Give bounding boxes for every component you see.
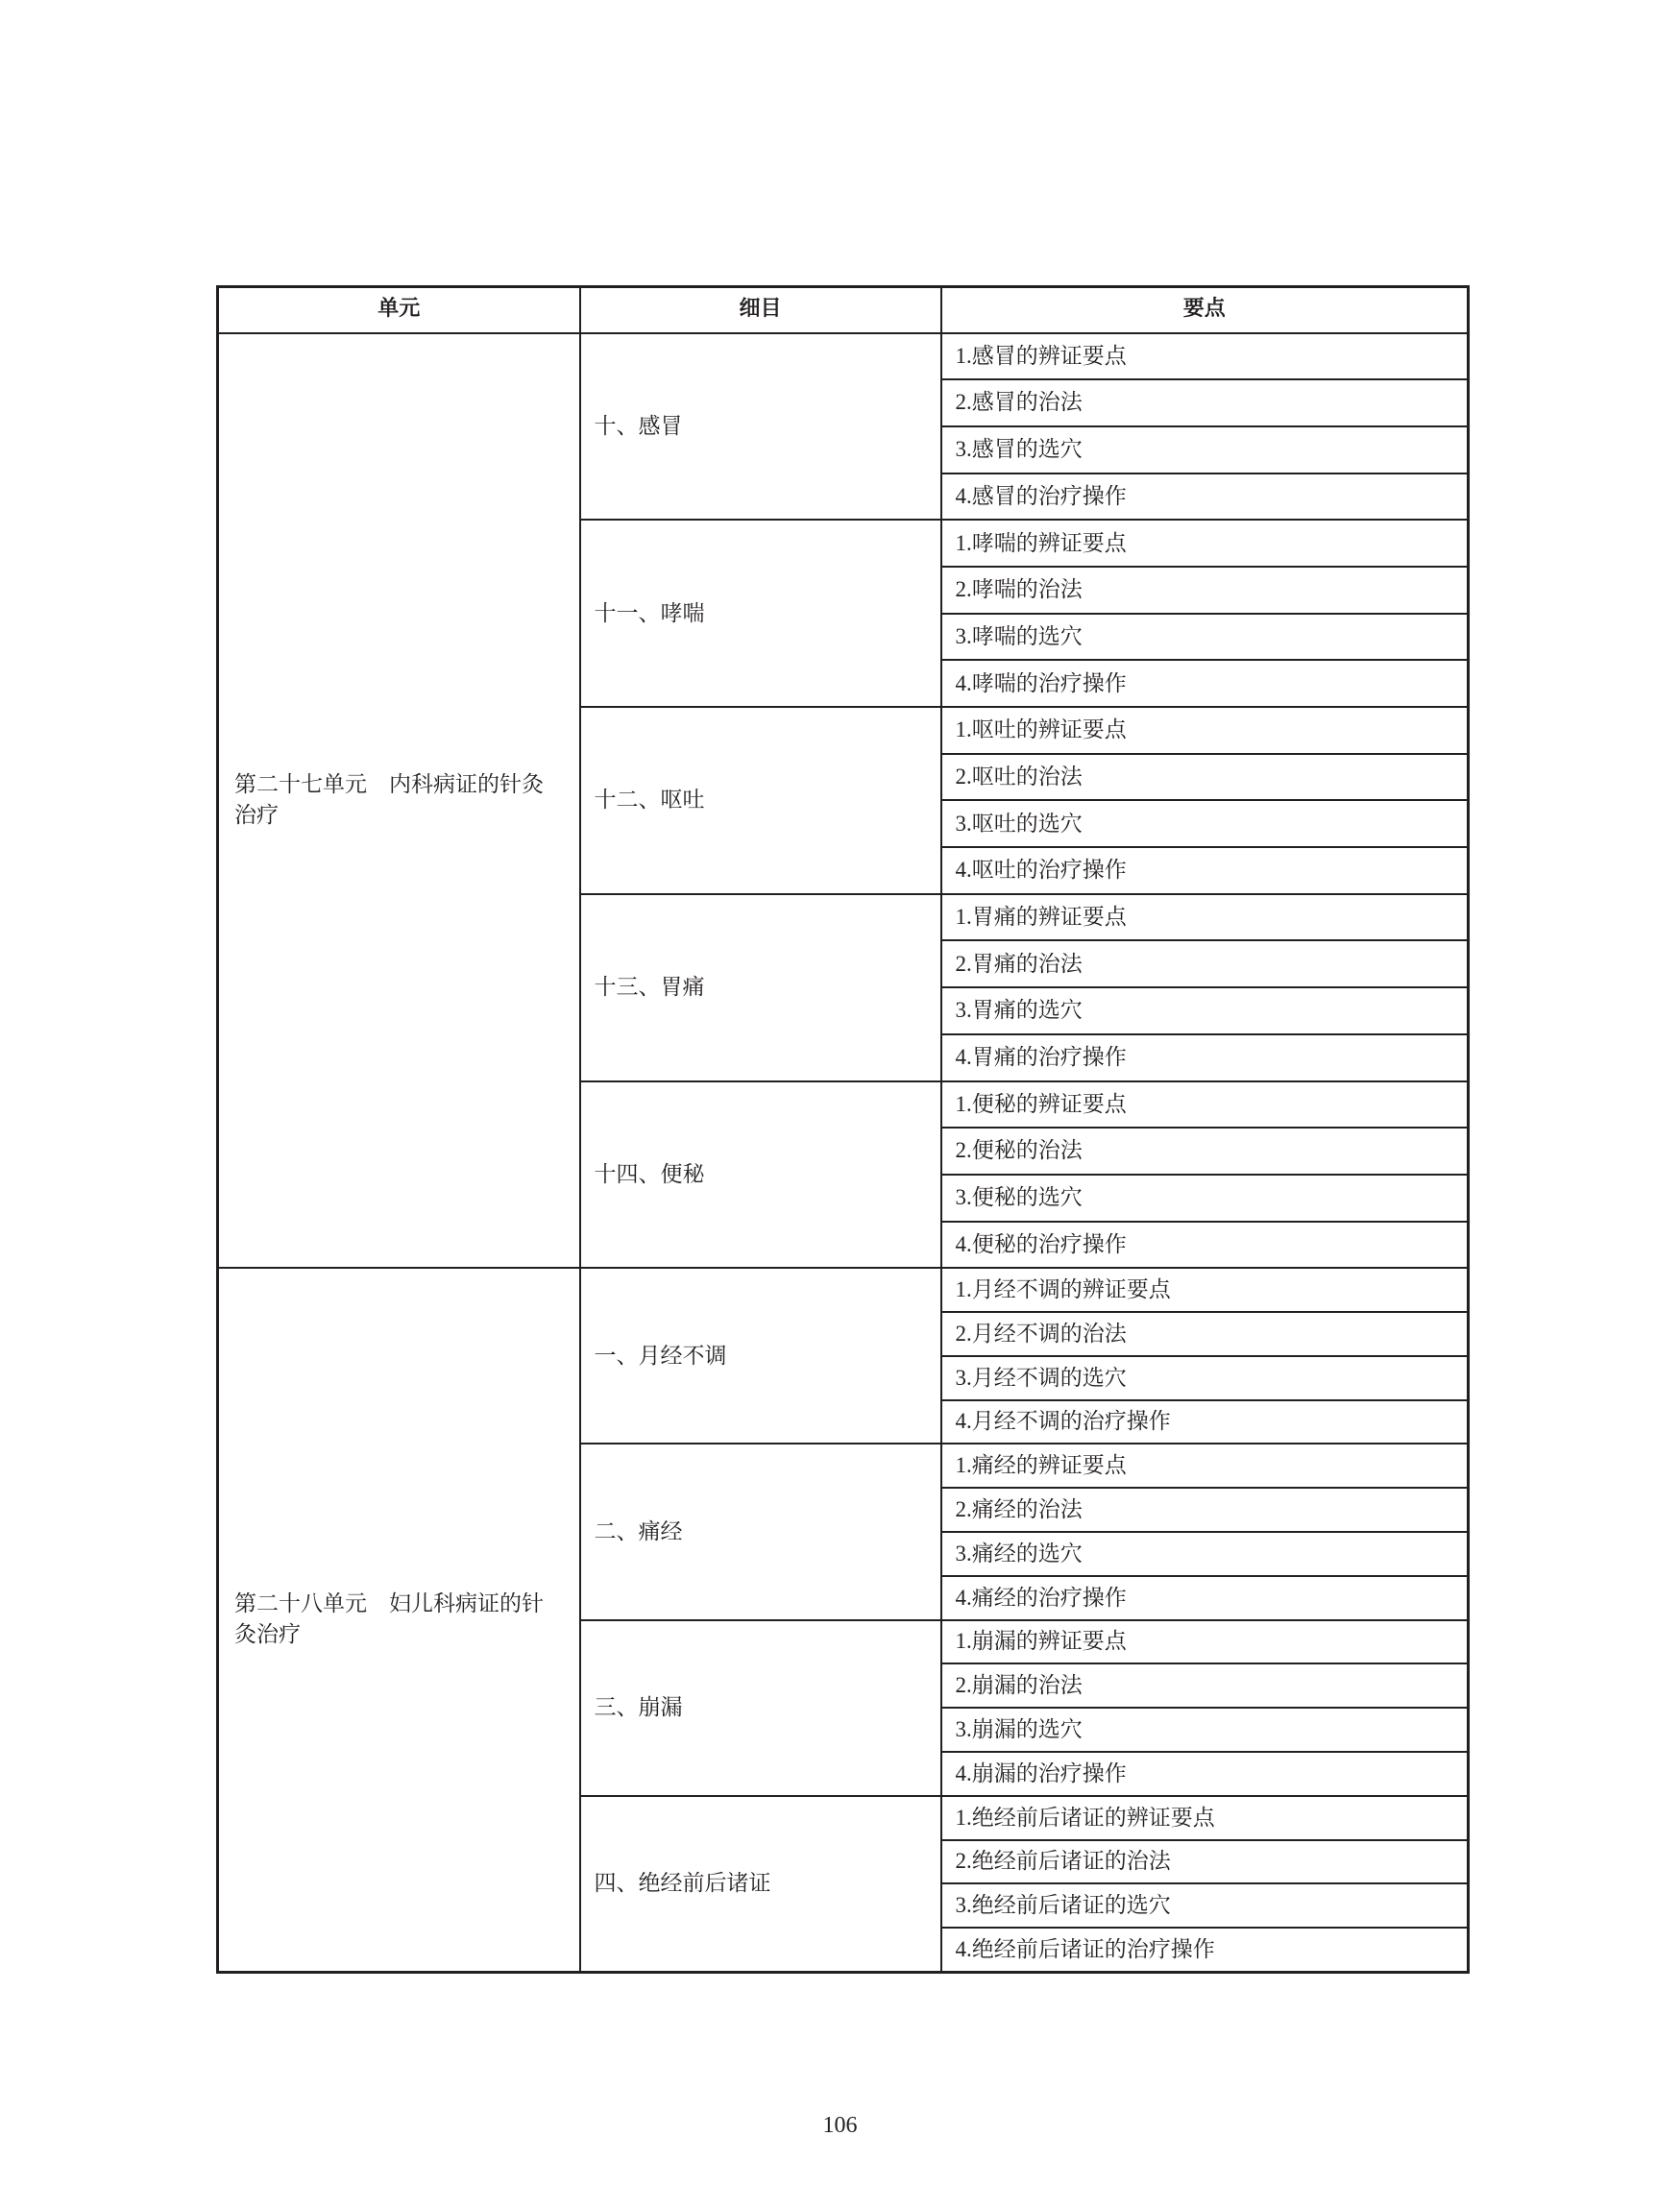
point-item: 2.胃痛的治法 <box>941 940 1469 987</box>
unit-title: 第二十七单元 内科病证的针灸治疗 <box>218 333 580 1269</box>
subitem-name: 四、绝经前后诸证 <box>580 1796 941 1972</box>
subitem-name: 十四、便秘 <box>580 1081 941 1269</box>
point-item: 3.感冒的选穴 <box>941 426 1469 473</box>
point-item: 3.呕吐的选穴 <box>941 800 1469 847</box>
point-item: 1.胃痛的辨证要点 <box>941 894 1469 941</box>
table-header-row <box>218 287 1469 333</box>
point-item: 2.绝经前后诸证的治法 <box>941 1840 1469 1884</box>
point-item: 2.呕吐的治法 <box>941 754 1469 801</box>
point-item: 2.痛经的治法 <box>941 1488 1469 1532</box>
point-item: 1.月经不调的辨证要点 <box>941 1268 1469 1312</box>
point-item: 1.感冒的辨证要点 <box>941 333 1469 380</box>
point-item: 1.哮喘的辨证要点 <box>941 520 1469 567</box>
point-item: 4.便秘的治疗操作 <box>941 1222 1469 1269</box>
point-item: 3.崩漏的选穴 <box>941 1708 1469 1752</box>
point-item: 2.哮喘的治法 <box>941 567 1469 614</box>
subitem-name: 二、痛经 <box>580 1444 941 1619</box>
point-item: 3.痛经的选穴 <box>941 1532 1469 1576</box>
point-item: 4.绝经前后诸证的治疗操作 <box>941 1928 1469 1972</box>
point-item: 3.月经不调的选穴 <box>941 1356 1469 1400</box>
point-item: 2.感冒的治法 <box>941 379 1469 426</box>
table-body <box>218 333 1469 1973</box>
subitem-name: 十三、胃痛 <box>580 894 941 1081</box>
header-points: 要点 <box>941 287 1469 333</box>
subitem-name: 三、崩漏 <box>580 1620 941 1796</box>
page-number: 106 <box>822 2113 858 2138</box>
point-item: 4.哮喘的治疗操作 <box>941 660 1469 707</box>
table-row <box>218 333 1469 380</box>
point-item: 4.月经不调的治疗操作 <box>941 1400 1469 1444</box>
point-item: 1.痛经的辨证要点 <box>941 1444 1469 1488</box>
point-item: 1.便秘的辨证要点 <box>941 1081 1469 1129</box>
point-item: 4.呕吐的治疗操作 <box>941 847 1469 894</box>
point-item: 3.胃痛的选穴 <box>941 987 1469 1034</box>
point-item: 3.哮喘的选穴 <box>941 614 1469 661</box>
point-item: 3.便秘的选穴 <box>941 1175 1469 1222</box>
point-item: 2.崩漏的治法 <box>941 1663 1469 1708</box>
subitem-name: 一、月经不调 <box>580 1268 941 1444</box>
header-subitem: 细目 <box>580 287 941 333</box>
point-item: 2.月经不调的治法 <box>941 1312 1469 1356</box>
point-item: 4.胃痛的治疗操作 <box>941 1034 1469 1081</box>
subitem-name: 十、感冒 <box>580 333 941 521</box>
point-item: 1.绝经前后诸证的辨证要点 <box>941 1796 1469 1840</box>
point-item: 4.崩漏的治疗操作 <box>941 1752 1469 1796</box>
subitem-name: 十一、哮喘 <box>580 520 941 707</box>
subitem-name: 十二、呕吐 <box>580 707 941 894</box>
point-item: 1.崩漏的辨证要点 <box>941 1620 1469 1664</box>
table-row <box>218 1268 1469 1312</box>
point-item: 3.绝经前后诸证的选穴 <box>941 1883 1469 1928</box>
unit-title: 第二十八单元 妇儿科病证的针灸治疗 <box>218 1268 580 1972</box>
point-item: 2.便秘的治法 <box>941 1128 1469 1175</box>
point-item: 4.痛经的治疗操作 <box>941 1576 1469 1620</box>
point-item: 1.呕吐的辨证要点 <box>941 707 1469 754</box>
syllabus-table <box>216 285 1470 1974</box>
header-unit: 单元 <box>218 287 580 333</box>
point-item: 4.感冒的治疗操作 <box>941 473 1469 521</box>
